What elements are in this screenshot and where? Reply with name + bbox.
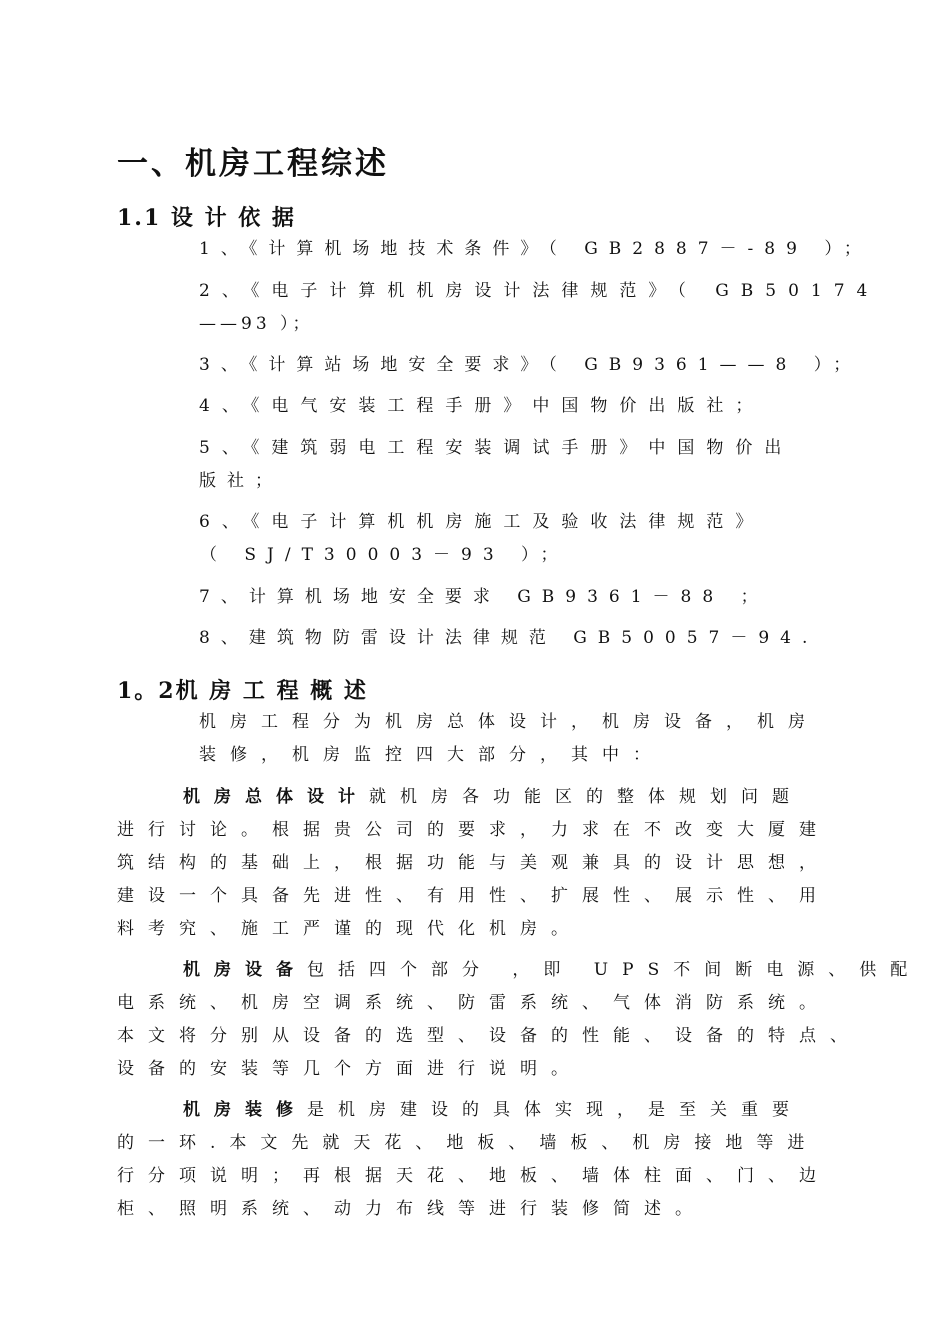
paragraph-overall-design-line-3: 筑结构的基础上，根据功能与美观兼具的设计思想，: [117, 853, 830, 873]
overview-intro-line-1: 机房工程分为机房总体设计，机房设备，机房: [199, 712, 819, 732]
reference-item-8: 8、建筑物防雷设计法律规范 GB50057－94.: [199, 628, 819, 648]
paragraph-overall-design-line-1: 机房总体设计就机房各功能区的整体规划问题: [183, 787, 803, 807]
paragraph-equipment-line-4: 设备的安装等几个方面进行说明。: [117, 1059, 582, 1079]
reference-item-2-continued: ——93 ）；: [199, 314, 314, 334]
overview-intro-line-2: 装修，机房监控四大部分，其中：: [199, 745, 664, 765]
paragraph-overall-design-line-2: 进行讨论。根据贵公司的要求，力求在不改变大厦建: [117, 820, 830, 840]
reference-item-4: 4、《电气安装工程手册》中国物价出版社；: [199, 396, 765, 416]
paragraph-equipment-line-2: 电系统、机房空调系统、防雷系统、气体消防系统。: [117, 993, 830, 1013]
reference-item-3: 3、《计算站场地安全要求》（ GB9361——8 ）；: [199, 355, 862, 375]
bold-term-overall-design: 机房总体设计: [183, 787, 369, 807]
reference-item-7: 7、计算机场地安全要求 GB9361－88 ；: [199, 587, 769, 607]
reference-item-6-continued: （ SJ/T30003－93 ）；: [200, 545, 569, 565]
paragraph-overall-design-line-5: 料考究、施工严谨的现代化机房。: [117, 919, 582, 939]
section-heading-design-basis: 1.1 设 计 依 据: [117, 205, 296, 231]
page-title: 一、机房工程综述: [117, 146, 389, 182]
bold-term-decoration: 机房装修: [183, 1100, 307, 1120]
reference-item-1: 1、《计算机场地技术条件》（ GB2887－-89 ）；: [199, 239, 872, 259]
reference-item-6: 6、《电子计算机机房施工及验收法律规范》: [199, 512, 765, 532]
paragraph-decoration-line-4: 柜、照明系统、动力布线等进行装修简述。: [117, 1199, 706, 1219]
paragraph-decoration-line-3: 行分项说明；再根据天花、地板、墙体柱面、门、边: [117, 1166, 830, 1186]
bold-term-equipment: 机房设备: [183, 960, 307, 980]
paragraph-equipment-line-1: 机房设备包括四个部分 ，即 UPS不间断电源、供配: [183, 960, 922, 980]
paragraph-decoration-line-2: 的一环.本文先就天花、地板、墙板、机房接地等进: [117, 1133, 819, 1153]
reference-item-5-continued: 版社；: [199, 471, 283, 491]
paragraph-decoration-line-1: 机房装修是机房建设的具体实现，是至关重要: [183, 1100, 803, 1120]
reference-item-5: 5、《建筑弱电工程安装调试手册》中国物价出: [199, 438, 794, 458]
paragraph-equipment-line-3: 本文将分别从设备的选型、设备的性能、设备的特点、: [117, 1026, 861, 1046]
section-heading-overview: 1。2机 房 工 程 概 述: [117, 678, 368, 704]
paragraph-overall-design-line-4: 建设一个具备先进性、有用性、扩展性、展示性、用: [117, 886, 830, 906]
reference-item-2: 2、《电子计算机机房设计法律规范》（ GB50174: [199, 281, 880, 301]
